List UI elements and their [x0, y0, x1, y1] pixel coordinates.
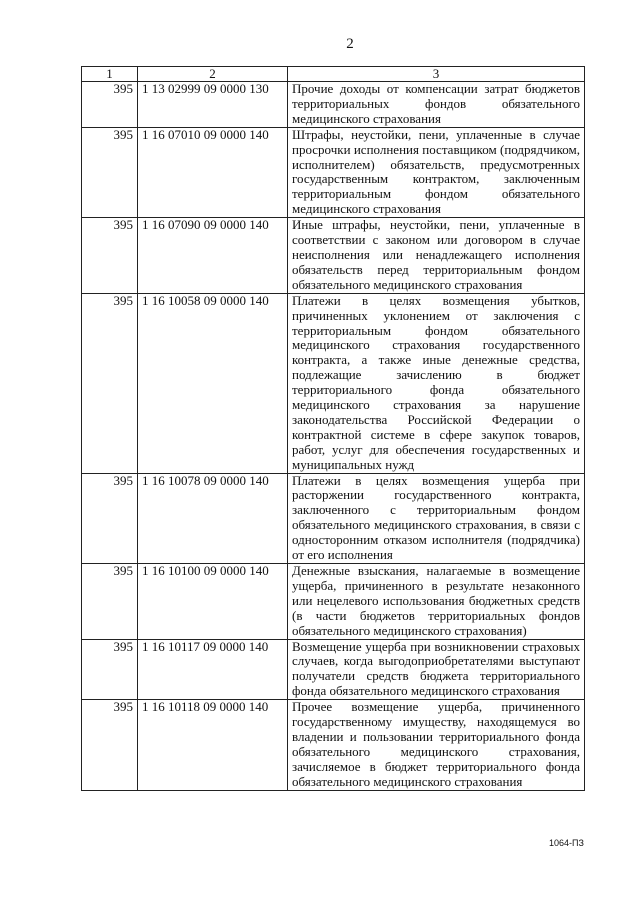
table-row — [82, 639, 585, 700]
table-header-row — [82, 67, 585, 82]
admin-code-cell: 395 — [82, 564, 138, 640]
table-row — [82, 564, 585, 640]
revenue-code-cell: 1 16 10078 09 0000 140 — [138, 473, 288, 563]
revenue-code-cell: 1 16 10117 09 0000 140 — [138, 639, 288, 700]
revenue-code-cell: 1 16 10100 09 0000 140 — [138, 564, 288, 640]
admin-code-cell: 395 — [82, 700, 138, 790]
description-cell: Прочие доходы от компенсации затрат бюджетов территориальных фондов обязательного медицинского страхования — [288, 82, 585, 128]
revenue-code-cell: 1 16 07010 09 0000 140 — [138, 127, 288, 217]
admin-code-cell: 395 — [82, 82, 138, 128]
description-cell: Возмещение ущерба при возникновении страховых случаев, когда выгодоприобретателями выступают получатели средств бюджета территориального фонда обязательного медицинского страхования — [288, 639, 585, 700]
revenue-code-cell: 1 16 07090 09 0000 140 — [138, 218, 288, 294]
header-col-3: 3 — [288, 67, 585, 82]
revenue-code-cell: 1 16 10058 09 0000 140 — [138, 293, 288, 473]
table-row — [82, 700, 585, 790]
page-number: 2 — [346, 36, 354, 52]
table-row — [82, 82, 585, 128]
revenue-code-cell: 1 13 02999 09 0000 130 — [138, 82, 288, 128]
admin-code-cell: 395 — [82, 639, 138, 700]
admin-code-cell: 395 — [82, 127, 138, 217]
description-cell: Денежные взыскания, налагаемые в возмещение ущерба, причиненного в результате незаконного или нецелевого использования бюджетных средств (в части бюджетов территориальных фондов обязательного медицинского страхования) — [288, 564, 585, 640]
admin-code-cell: 395 — [82, 218, 138, 294]
description-cell: Штрафы, неустойки, пени, уплаченные в случае просрочки исполнения поставщиком (подрядчиком, исполнителем) обязательств, предусмотренных государственным контрактом, заключенным территориальным фондом обязательного медицинского страхования — [288, 127, 585, 217]
description-cell: Прочее возмещение ущерба, причиненного государственному имуществу, находящемуся во владении и пользовании территориального фонда обязательного медицинского страхования, зачисляемое в бюджет территориального фонда обязательного медицинского страхования — [288, 700, 585, 790]
header-col-1: 1 — [82, 67, 138, 82]
document-code: 1064-ПЗ — [549, 838, 584, 848]
table-row — [82, 293, 585, 473]
table-row — [82, 218, 585, 294]
admin-code-cell: 395 — [82, 473, 138, 563]
table-row — [82, 127, 585, 217]
revenue-code-cell: 1 16 10118 09 0000 140 — [138, 700, 288, 790]
table-row — [82, 473, 585, 563]
description-cell: Платежи в целях возмещения убытков, причиненных уклонением от заключения с территориальным фондом обязательного медицинского страхования государственного контракта, а также иные денежные средства, подлежащие зачислению в бюджет территориального фонда обязательного медицинского страхования за нарушение законодательства Российской Федерации о контрактной системе в сфере закупок товаров, работ, услуг для обеспечения государственных и муниципальных нужд — [288, 293, 585, 473]
revenue-codes-table — [81, 66, 585, 791]
description-cell: Иные штрафы, неустойки, пени, уплаченные в соответствии с законом или договором в случае неисполнения или ненадлежащего исполнения обязательств перед территориальным фондом обязательного медицинского страхования — [288, 218, 585, 294]
description-cell: Платежи в целях возмещения ущерба при расторжении государственного контракта, заключенного с территориальным фондом обязательного медицинского страхования, в связи с односторонним отказом исполнителя (подрядчика) от его исполнения — [288, 473, 585, 563]
admin-code-cell: 395 — [82, 293, 138, 473]
header-col-2: 2 — [138, 67, 288, 82]
